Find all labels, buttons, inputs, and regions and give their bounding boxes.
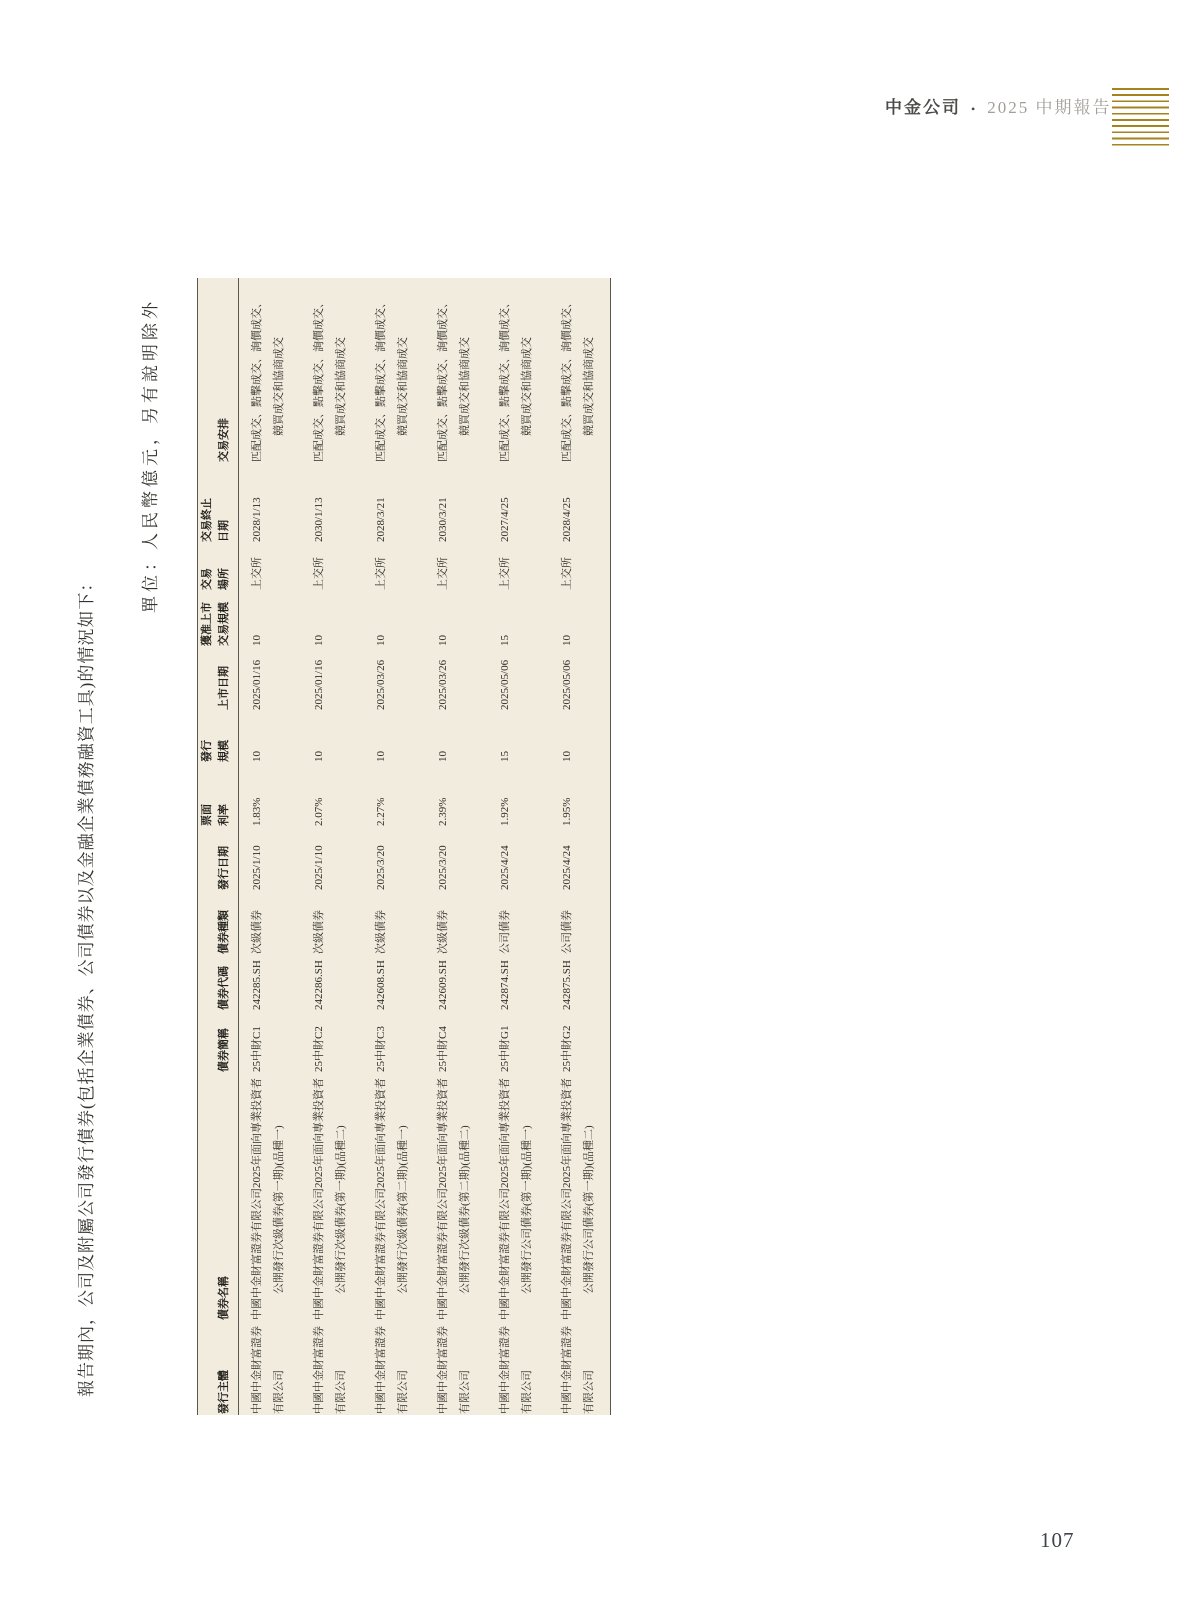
cell-issue_date: 2025/1/10: [251, 845, 263, 890]
cell-listing_date: 2025/03/26: [374, 659, 387, 710]
cell-trading_arrangement: 匹配成交、點擊成交、詢價成交、 競買成交和協商成交: [251, 297, 285, 462]
table-header-row: [198, 278, 239, 1415]
table-row: [487, 278, 549, 1415]
col-header-bond_type: 債券種類: [198, 891, 239, 955]
cell-listing_date: 2025/05/06: [560, 659, 573, 710]
report-title: 2025 中期報告: [987, 98, 1112, 117]
cell-issuer: 中國中金財富證券 有限公司: [251, 1326, 285, 1414]
cell-bond_name: 中國中金財富證券有限公司2025年面向專業投資者 公開發行次級債券(第二期)(品種二): [436, 1078, 471, 1320]
col-header-listing_date: 上市日期: [198, 647, 239, 711]
col-header-trading_end_date: 交易終止 日期: [198, 463, 239, 543]
cell-bond_name: 中國中金財富證券有限公司2025年面向專業投資者 公開發行公司債券(第一期)(品種一): [498, 1078, 533, 1320]
cell-bond_code: 242609.SH: [436, 960, 449, 1010]
col-header-trading_venue: 交易 場所: [198, 543, 239, 591]
cell-trading_arrangement: 匹配成交、點擊成交、詢價成交、 競買成交和協商成交: [560, 297, 595, 462]
cell-bond_code: 242874.SH: [498, 960, 511, 1010]
cell-issue_date: 2025/1/10: [312, 845, 325, 890]
cell-bond_type: 公司債券: [560, 910, 573, 954]
cell-issuer: 中國中金財富證券 有限公司: [560, 1326, 595, 1414]
col-header-bond_short_name: 債券簡稱: [198, 1011, 239, 1073]
unit-note: 單位：人民幣億元，另有說明除外: [141, 298, 160, 613]
cell-issuer: 中國中金財富證券 有限公司: [374, 1326, 409, 1414]
cell-trading_end_date: 2027/4/25: [498, 497, 511, 542]
cell-bond_type: 次級債券: [374, 910, 387, 954]
cell-trading_arrangement: 匹配成交、點擊成交、詢價成交、 競買成交和協商成交: [498, 297, 533, 462]
company-name: 中金公司: [885, 98, 961, 117]
cell-approved_trading_size: 10: [374, 635, 387, 646]
cell-coupon_rate: 1.92%: [498, 797, 511, 826]
gold-stripes-logo-icon: [1112, 88, 1169, 148]
cell-bond_name: 中國中金財富證券有限公司2025年面向專業投資者 公開發行次級債券(第一期)(品種二): [312, 1078, 347, 1320]
cell-coupon_rate: 1.95%: [560, 797, 573, 826]
col-header-bond_code: 債券代碼: [198, 955, 239, 1011]
cell-bond_short_name: 25中財C2: [312, 1026, 325, 1072]
rotated-content-inner: [70, 240, 615, 1415]
col-header-bond_name: 債券名稱: [198, 1073, 239, 1321]
cell-listing_date: 2025/01/16: [251, 659, 263, 710]
cell-trading_venue: 上交所: [312, 557, 325, 590]
cell-listing_date: 2025/05/06: [498, 659, 511, 710]
table-row: [363, 278, 425, 1415]
table-header: [198, 278, 239, 1415]
table-body: [239, 278, 611, 1415]
cell-coupon_rate: 2.07%: [312, 797, 325, 826]
cell-trading_end_date: 2030/1/13: [312, 497, 325, 542]
cell-approved_trading_size: 10: [560, 635, 573, 646]
cell-trading_venue: 上交所: [374, 557, 387, 590]
cell-bond_short_name: 25中財C4: [436, 1026, 449, 1072]
cell-issue_size: 10: [436, 751, 449, 762]
cell-issue_date: 2025/3/20: [374, 845, 387, 890]
cell-coupon_rate: 2.39%: [436, 797, 449, 826]
cell-trading_arrangement: 匹配成交、點擊成交、詢價成交、 競買成交和協商成交: [374, 297, 409, 462]
cell-trading_end_date: 2028/4/25: [560, 497, 573, 542]
cell-bond_short_name: 25中財G1: [498, 1025, 511, 1072]
separator-dot: •: [971, 102, 978, 116]
cell-issuer: 中國中金財富證券 有限公司: [436, 1326, 471, 1414]
cell-bond_type: 次級債券: [436, 910, 449, 954]
cell-bond_code: 242285.SH: [251, 960, 263, 1010]
cell-bond_code: 242608.SH: [374, 960, 387, 1010]
cell-coupon_rate: 1.83%: [251, 797, 263, 826]
cell-issue_size: 15: [498, 751, 511, 762]
cell-issue_date: 2025/3/20: [436, 845, 449, 890]
table-row: [425, 278, 487, 1415]
cell-issue_date: 2025/4/24: [498, 845, 511, 890]
cell-trading_end_date: 2028/3/21: [374, 497, 387, 542]
cell-bond_type: 次級債券: [251, 910, 263, 954]
cell-approved_trading_size: 10: [312, 635, 325, 646]
cell-bond_short_name: 25中財C3: [374, 1026, 387, 1072]
cell-trading_venue: 上交所: [251, 557, 263, 590]
cell-trading_end_date: 2028/1/13: [251, 497, 263, 542]
col-header-coupon_rate: 票面 利率: [198, 763, 239, 827]
cell-bond_name: 中國中金財富證券有限公司2025年面向專業投資者 公開發行公司債券(第一期)(品種二): [560, 1078, 595, 1320]
cell-coupon_rate: 2.27%: [374, 797, 387, 826]
cell-issue_date: 2025/4/24: [560, 845, 573, 890]
cell-approved_trading_size: 10: [436, 635, 449, 646]
cell-trading_venue: 上交所: [436, 557, 449, 590]
cell-bond_type: 公司債券: [498, 910, 511, 954]
bond-issuance-table: [197, 278, 611, 1415]
cell-issue_size: 10: [312, 751, 325, 762]
cell-issue_size: 10: [560, 751, 573, 762]
rotated-content: [70, 240, 615, 1415]
cell-bond_name: 中國中金財富證券有限公司2025年面向專業投資者 公開發行次級債券(第一期)(品種一): [251, 1078, 285, 1320]
table-row: [301, 278, 363, 1415]
cell-trading_arrangement: 匹配成交、點擊成交、詢價成交、 競買成交和協商成交: [436, 297, 471, 462]
table-row: [549, 278, 611, 1415]
cell-bond_short_name: 25中財G2: [560, 1025, 573, 1072]
cell-listing_date: 2025/03/26: [436, 659, 449, 710]
col-header-approved_trading_size: 獲准上市 交易規模: [198, 591, 239, 647]
intro-text: 報告期內，公司及附屬公司發行債券(包括企業債券、公司債券以及金融企業債務融資工具)的情況如下：: [77, 573, 96, 1397]
col-header-issuer: 發行主體: [198, 1321, 239, 1415]
page-number: 107: [1040, 1528, 1075, 1552]
cell-issuer: 中國中金財富證券 有限公司: [498, 1326, 533, 1414]
cell-bond_name: 中國中金財富證券有限公司2025年面向專業投資者 公開發行次級債券(第二期)(品種一): [374, 1078, 409, 1320]
cell-issue_size: 10: [251, 751, 263, 762]
cell-trading_end_date: 2030/3/21: [436, 497, 449, 542]
cell-issuer: 中國中金財富證券 有限公司: [312, 1326, 347, 1414]
cell-approved_trading_size: 15: [498, 635, 511, 646]
cell-bond_code: 242286.SH: [312, 960, 325, 1010]
col-header-trading_arrangement: 交易安排: [198, 278, 239, 463]
cell-trading_venue: 上交所: [498, 557, 511, 590]
cell-trading_arrangement: 匹配成交、點擊成交、詢價成交、 競買成交和協商成交: [312, 297, 347, 462]
cell-bond_code: 242875.SH: [560, 960, 573, 1010]
cell-bond_short_name: 25中財C1: [251, 1026, 263, 1072]
cell-approved_trading_size: 10: [251, 635, 263, 646]
table-row: [239, 278, 301, 1415]
cell-bond_type: 次級債券: [312, 910, 325, 954]
col-header-issue_date: 發行日期: [198, 827, 239, 891]
col-header-issue_size: 發行 規模: [198, 711, 239, 763]
document-header: [885, 93, 1111, 118]
cell-trading_venue: 上交所: [560, 557, 573, 590]
cell-issue_size: 10: [374, 751, 387, 762]
cell-listing_date: 2025/01/16: [312, 659, 325, 710]
